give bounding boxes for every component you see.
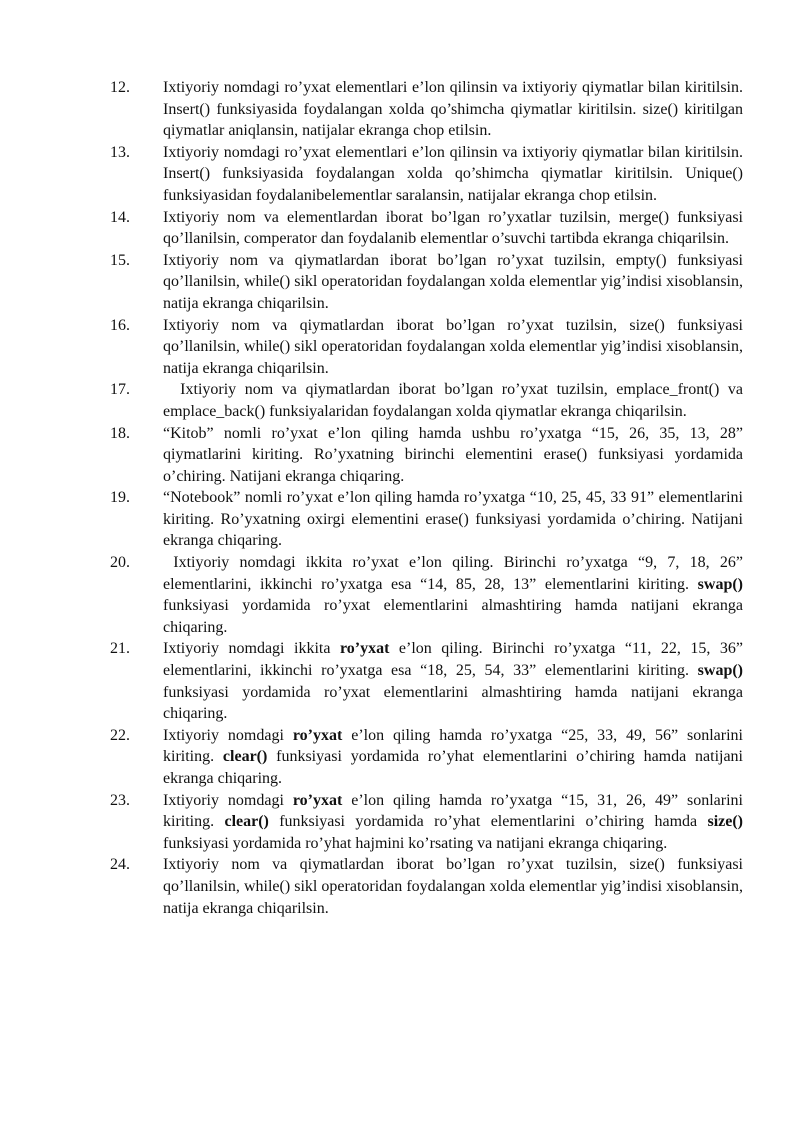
task-number: 18. <box>110 424 130 442</box>
task-number: 23. <box>110 791 130 809</box>
task-item <box>110 552 748 638</box>
task-text-segment: e’lon qiling hamda ro’yxatga “15, 31, 26, 49” sonlarini kiriting. <box>163 791 748 831</box>
task-text-bold: ro’yxat <box>292 791 343 809</box>
task-text-segment: Ixtiyoriy nomdagi ro’yxat elementlari e’lon qilinsin va ixtiyoriy qiymatlar bilan kiritilsin. Insert() funksiyasida foydalangan xolda qo’shimcha qiymatlar kiritilsin. Unique() funksiyasidan foydalanibelementlar saralansin, natijalar ekranga chop etilsin. <box>163 143 747 204</box>
task-text <box>163 315 747 380</box>
task-number: 20. <box>110 554 130 572</box>
task-text <box>163 142 747 207</box>
task-text-segment: Ixtiyoriy nom va qiymatlardan iborat bo’lgan ro’yxat tuzilsin, size() funksiyasi qo’llanilsin, while() sikl operatoridan foydalangan xolda elementlar yig’indisi xisoblansin, natija ekranga chiqarilsin. <box>163 316 747 377</box>
task-item <box>110 315 747 380</box>
task-text <box>163 250 747 315</box>
task-text-segment: “Notebook” nomli ro’yxat e’lon qiling hamda ro’yxatga “10, 25, 45, 33 91” elementlarini kiriting. Ro’yxatning oxirgi elementini erase() funksiyasi yordamida o’chiring. Natijani ekranga chiqaring. <box>163 489 747 550</box>
task-text-segment: funksiyasi yordamida ro’yhat hajmini ko’rsating va natijani ekranga chiqaring. <box>163 813 747 852</box>
task-text-segment: Ixtiyoriy nomdagi ikkita ro’yxat e’lon qiling. Birinchi ro’yxatga “9, 7, 18, 26” elementlarini, ikkinchi ro’yxatga esa “14, 85, 28, 13” elementlarini kiriting. <box>163 554 748 593</box>
task-item <box>110 379 748 422</box>
task-item <box>110 423 747 488</box>
task-text-segment: Ixtiyoriy nom va elementlardan iborat bo’lgan ro’yxatlar tuzilsin, merge() funksiyasi qo’llanilsin, comperator dan foydalanib elementlar o’suvchi tartibda ekranga chiqarilsin. <box>163 208 747 248</box>
task-text <box>163 77 747 142</box>
task-list <box>110 77 748 919</box>
task-text-bold: ro’yxat <box>339 640 390 658</box>
task-number: 17. <box>110 381 130 399</box>
task-text-segment: funksiyasi yordamida ro’yhat elementlarini o’chiring hamda <box>268 813 708 831</box>
task-text-segment: e’lon qiling hamda ro’yxatga “25, 33, 49, 56” sonlarini kiriting. <box>163 726 748 766</box>
task-text-bold: clear() <box>222 748 268 766</box>
task-number: 21. <box>110 640 130 658</box>
task-item <box>110 725 748 790</box>
task-number: 19. <box>110 489 130 507</box>
task-text <box>163 207 747 250</box>
task-text-segment: Ixtiyoriy nom va qiymatlardan iborat bo’lgan ro’yxat tuzilsin, emplace_front() va emplace_back() funksiyalaridan foydalangan xolda qiymatlar ekranga chiqarilsin. <box>163 381 748 420</box>
task-text-segment: funksiyasi yordamida ro’yhat elementlarini o’chiring hamda natijani ekranga chiqaring. <box>163 748 748 787</box>
task-text <box>163 379 748 422</box>
task-number: 16. <box>110 316 130 334</box>
task-text <box>163 854 747 919</box>
task-text-segment: funksiyasi yordamida ro’yxat elementlarini almashtiring hamda natijani ekranga chiqaring. <box>163 575 747 636</box>
task-text-bold: clear() <box>224 813 269 831</box>
task-text-segment: Ixtiyoriy nom va qiymatlardan iborat bo’lgan ro’yxat tuzilsin, empty() funksiyasi qo’llanilsin, while() sikl operatoridan foydalangan xolda elementlar yig’indisi xisoblansin, natija ekranga chiqarilsin. <box>163 251 747 312</box>
task-item <box>110 77 747 142</box>
task-text-segment: e’lon qiling. Birinchi ro’yxatga “11, 22, 15, 36” elementlarini, ikkinchi ro’yxatga esa “18, 25, 54, 33” elementlarini kiriting. <box>163 640 748 680</box>
task-text-bold: swap() <box>697 662 743 680</box>
task-number: 24. <box>110 856 130 874</box>
task-text <box>163 725 748 790</box>
task-text-segment: Ixtiyoriy nomdagi <box>163 726 293 744</box>
task-number: 15. <box>110 251 130 269</box>
task-text-segment: Ixtiyoriy nomdagi ikkita <box>163 640 340 658</box>
task-number: 14. <box>110 208 130 226</box>
task-text <box>163 790 748 855</box>
task-text-segment: funksiyasi yordamida ro’yxat elementlarini almashtiring hamda natijani ekranga chiqaring. <box>163 662 747 723</box>
task-text-segment: Ixtiyoriy nomdagi <box>163 791 293 809</box>
task-item <box>110 854 747 919</box>
task-item <box>110 638 748 724</box>
task-text-segment: “Kitob” nomli ro’yxat e’lon qiling hamda ushbu ro’yxatga “15, 26, 35, 13, 28” qiymatlarini kiriting. Ro’yxatning birinchi elementini erase() funksiyasi yordamida o’chiring. Natijani ekranga chiqaring. <box>163 424 747 485</box>
task-item <box>110 487 747 552</box>
task-item <box>110 207 747 250</box>
task-text <box>163 638 748 724</box>
task-text <box>163 423 747 488</box>
task-text-segment: Ixtiyoriy nomdagi ro’yxat elementlari e’lon qilinsin va ixtiyoriy qiymatlar bilan kiritilsin. Insert() funksiyasida foydalangan xolda qo’shimcha qiymatlar kiritilsin. size() kiritilgan qiymatlar aniqlansin, natijalar ekranga chop etilsin. <box>163 79 747 140</box>
task-number: 22. <box>110 726 130 744</box>
task-number: 13. <box>110 143 130 161</box>
task-text-bold: size() <box>707 813 743 831</box>
task-text-bold: ro’yxat <box>292 726 343 744</box>
task-text-segment: Ixtiyoriy nom va qiymatlardan iborat bo’lgan ro’yxat tuzilsin, size() funksiyasi qo’llanilsin, while() sikl operatoridan foydalangan xolda elementlar yig’indisi xisoblansin, natija ekranga chiqarilsin. <box>163 856 747 917</box>
task-text-bold: swap() <box>697 575 743 593</box>
task-item <box>110 790 748 855</box>
task-item <box>110 250 747 315</box>
task-number: 12. <box>110 79 130 96</box>
task-item <box>110 142 747 207</box>
task-text <box>163 487 747 552</box>
task-text <box>163 552 748 638</box>
